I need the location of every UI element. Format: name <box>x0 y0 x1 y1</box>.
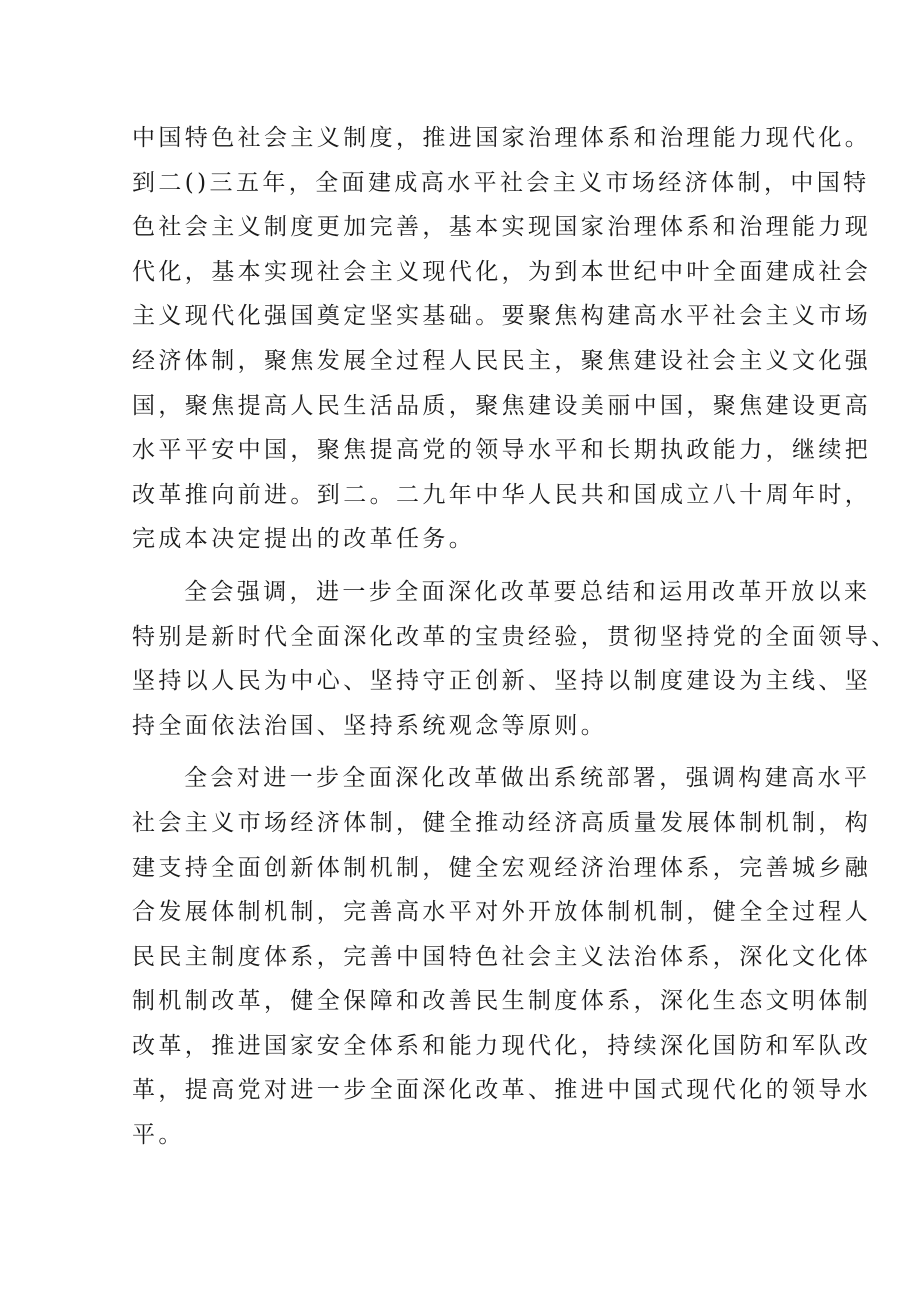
text-line: 特别是新时代全面深化改革的宝贵经验，贯彻坚持党的全面领导、 <box>132 623 898 650</box>
text-line: 民民主制度体系，完善中国特色社会主义法治体系，深化文化体 <box>132 943 872 970</box>
text-line: 合发展体制机制，完善高水平对外开放体制机制，健全全过程人 <box>132 899 872 926</box>
paragraph-spacer <box>132 562 788 570</box>
text-line: 制机制改革，健全保障和改善民生制度体系，深化生态文明体制 <box>132 988 872 1015</box>
document-body <box>132 116 898 1158</box>
text-line: 到二()三五年，全面建成高水平社会主义市场经济体制，中国特 <box>132 169 870 196</box>
text-line: 社会主义市场经济体制，健全推动经济高质量发展体制机制，构 <box>132 809 872 836</box>
text-line: 建支持全面创新体制机制，健全宏观经济治理体系，完善城乡融 <box>132 854 872 881</box>
text-line: 改革推向前进。到二。二九年中华人民共和国成立八十周年时， <box>132 481 872 508</box>
text-line: 全会对进一步全面深化改革做出系统部署，强调构建高水平 <box>184 765 871 792</box>
text-line: 持全面依法治国、坚持系统观念等原则。 <box>132 712 608 739</box>
paragraph-3 <box>132 756 872 1157</box>
text-line: 平。 <box>132 1122 185 1149</box>
paragraph-2 <box>132 570 898 748</box>
text-line: 国，聚焦提高人民生活品质，聚焦建设美丽中国，聚焦建设更高 <box>132 392 872 419</box>
text-line: 代化，基本实现社会主义现代化，为到本世纪中叶全面建成社会 <box>132 258 872 285</box>
paragraph-1 <box>132 116 872 562</box>
text-line: 主义现代化强国奠定坚实基础。要聚焦构建高水平社会主义市场 <box>132 303 872 330</box>
text-line: 全会强调，进一步全面深化改革要总结和运用改革开放以来 <box>184 578 871 605</box>
text-line: 革，提高党对进一步全面深化改革、推进中国式现代化的领导水 <box>132 1077 872 1104</box>
text-line: 水平平安中国，聚焦提高党的领导水平和长期执政能力，继续把 <box>132 437 872 464</box>
text-line: 坚持以人民为中心、坚持守正创新、坚持以制度建设为主线、坚 <box>132 668 872 695</box>
text-line: 中国特色社会主义制度，推进国家治理体系和治理能力现代化。 <box>132 125 872 151</box>
text-line: 色社会主义制度更加完善，基本实现国家治理体系和治理能力现 <box>132 214 872 241</box>
text-line: 经济体制，聚焦发展全过程人民民主，聚焦建设社会主义文化强 <box>132 347 872 374</box>
text-line: 完成本决定提出的改革任务。 <box>132 526 476 553</box>
paragraph-spacer <box>132 748 788 756</box>
text-line: 改革，推进国家安全体系和能力现代化，持续深化国防和军队改 <box>132 1032 872 1059</box>
